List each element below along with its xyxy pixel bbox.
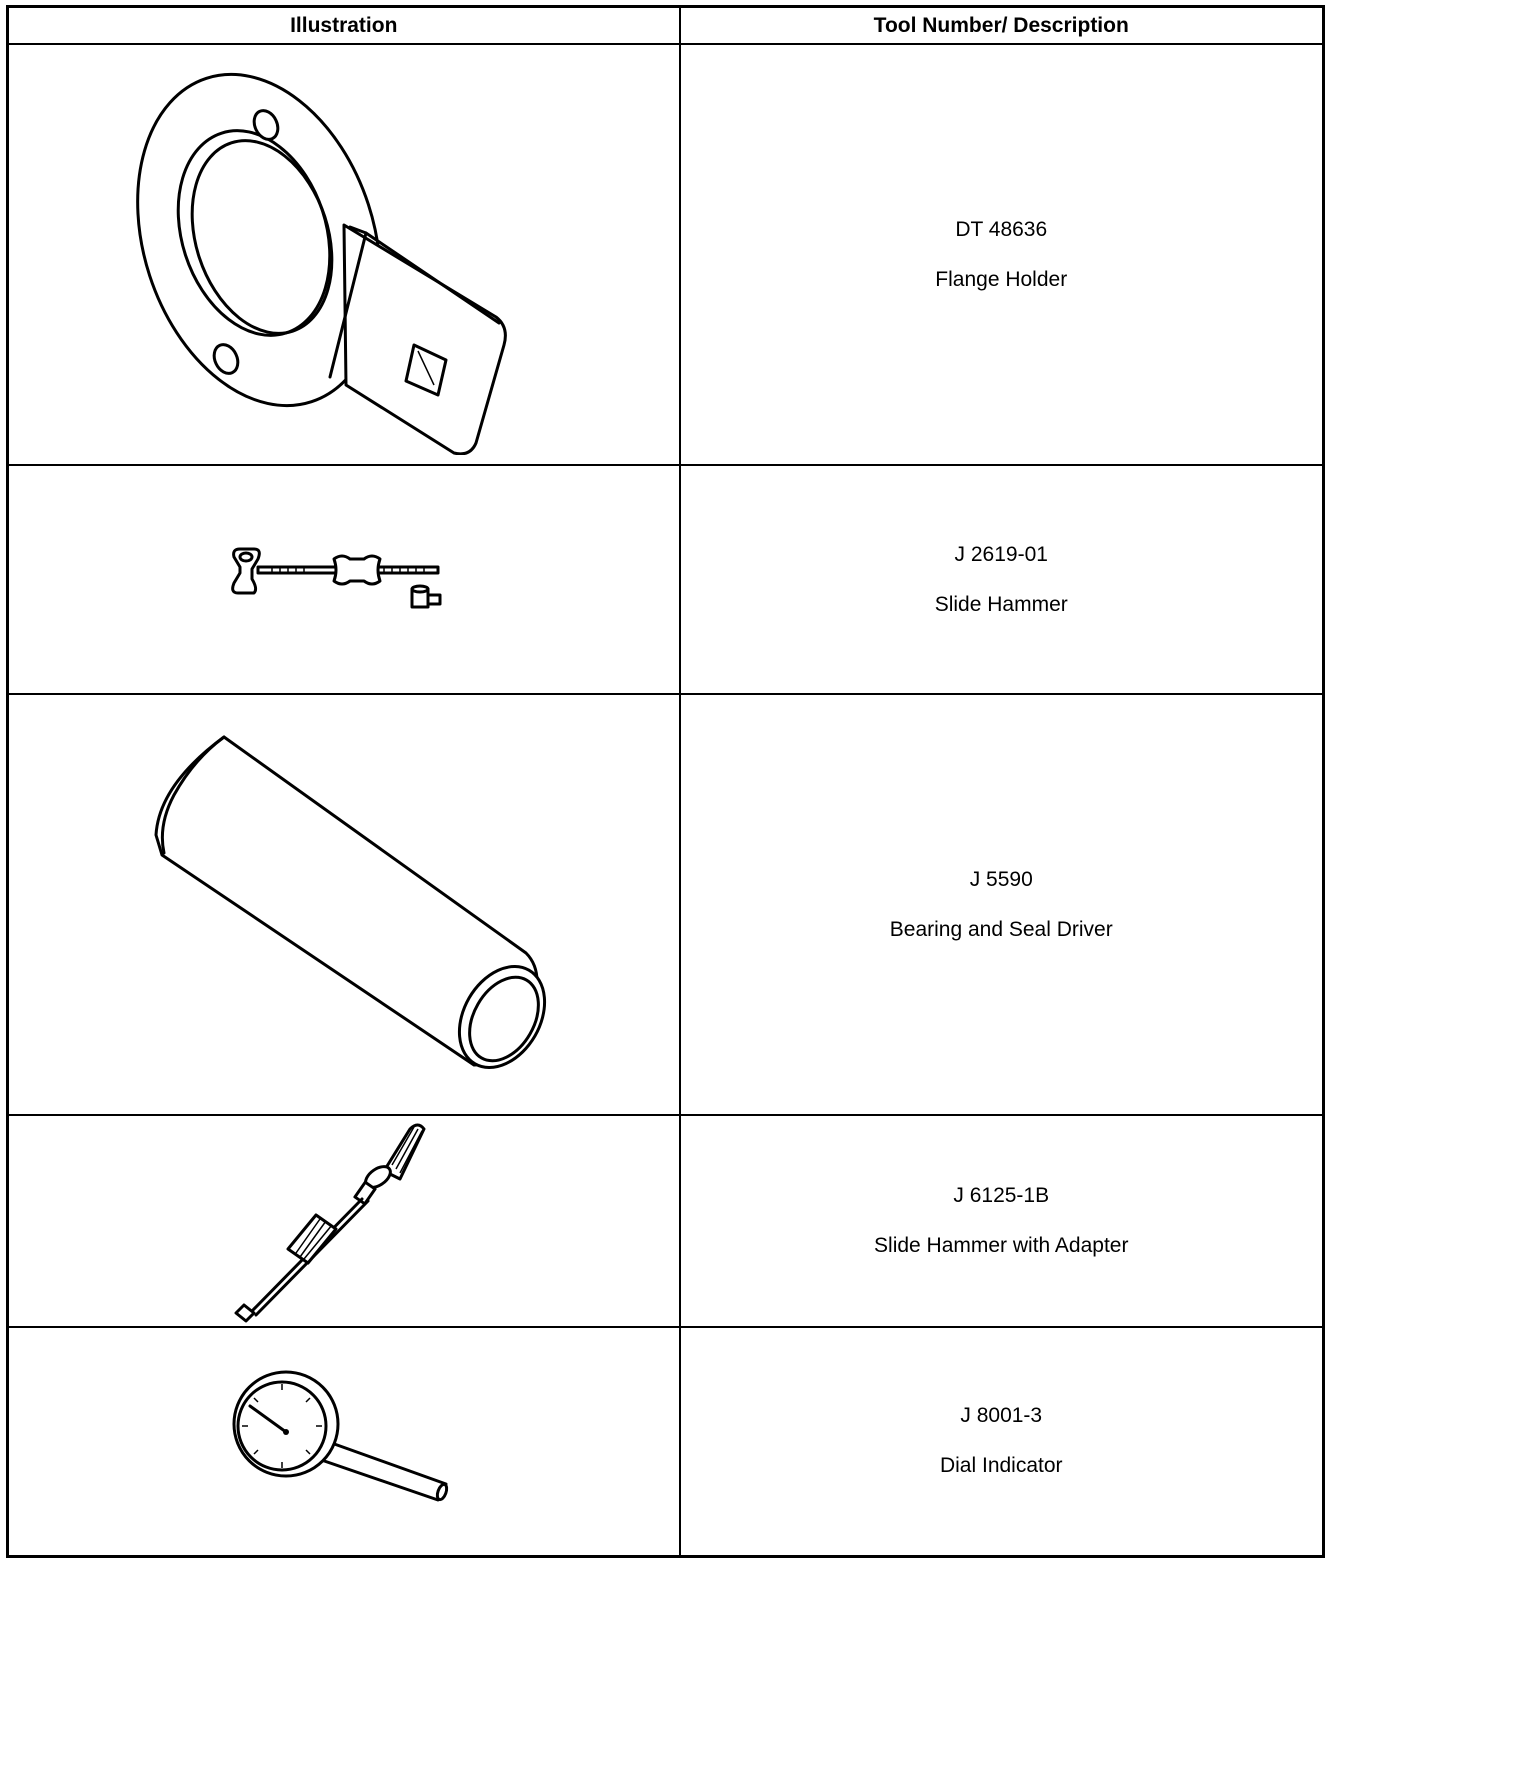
- illustration-cell: [8, 694, 680, 1115]
- slide-hammer-adapter-icon: [224, 1119, 464, 1324]
- description-cell: [680, 44, 1324, 465]
- tool-description: Slide Hammer with Adapter: [874, 1234, 1129, 1257]
- slide-hammer-icon: [224, 545, 464, 615]
- tool-number: J 2619-01: [954, 542, 1048, 566]
- special-tools-table: [6, 5, 1325, 1558]
- table-row: [8, 44, 1324, 465]
- illustration-cell: [8, 44, 680, 465]
- tool-number: J 5590: [969, 867, 1033, 891]
- illustration-cell: [8, 1327, 680, 1556]
- tool-description: Slide Hammer: [934, 592, 1068, 616]
- tool-description: Flange Holder: [935, 267, 1068, 291]
- tool-number: DT 48636: [955, 217, 1048, 241]
- tool-number: J 8001-3: [960, 1404, 1043, 1428]
- tool-description: Dial Indicator: [939, 1454, 1063, 1478]
- description-cell: [680, 465, 1324, 694]
- tool-description: Bearing and Seal Driver: [889, 917, 1113, 941]
- description-cell: [680, 1115, 1324, 1327]
- table-header-row: [8, 7, 1324, 45]
- table-row: [8, 1327, 1324, 1556]
- description-cell: [680, 694, 1324, 1115]
- description-cell: [680, 1327, 1324, 1556]
- flange-holder-icon: [134, 55, 554, 455]
- header-illustration: Illustration: [8, 7, 680, 45]
- header-tool-number-description: Tool Number/ Description: [680, 7, 1324, 45]
- dial-indicator-icon: [224, 1366, 464, 1516]
- table-row: [8, 694, 1324, 1115]
- bearing-seal-driver-icon: [134, 725, 554, 1085]
- table-row: [8, 465, 1324, 694]
- illustration-cell: [8, 1115, 680, 1327]
- tool-number: J 6125-1B: [953, 1184, 1050, 1207]
- table-row: [8, 1115, 1324, 1327]
- illustration-cell: [8, 465, 680, 694]
